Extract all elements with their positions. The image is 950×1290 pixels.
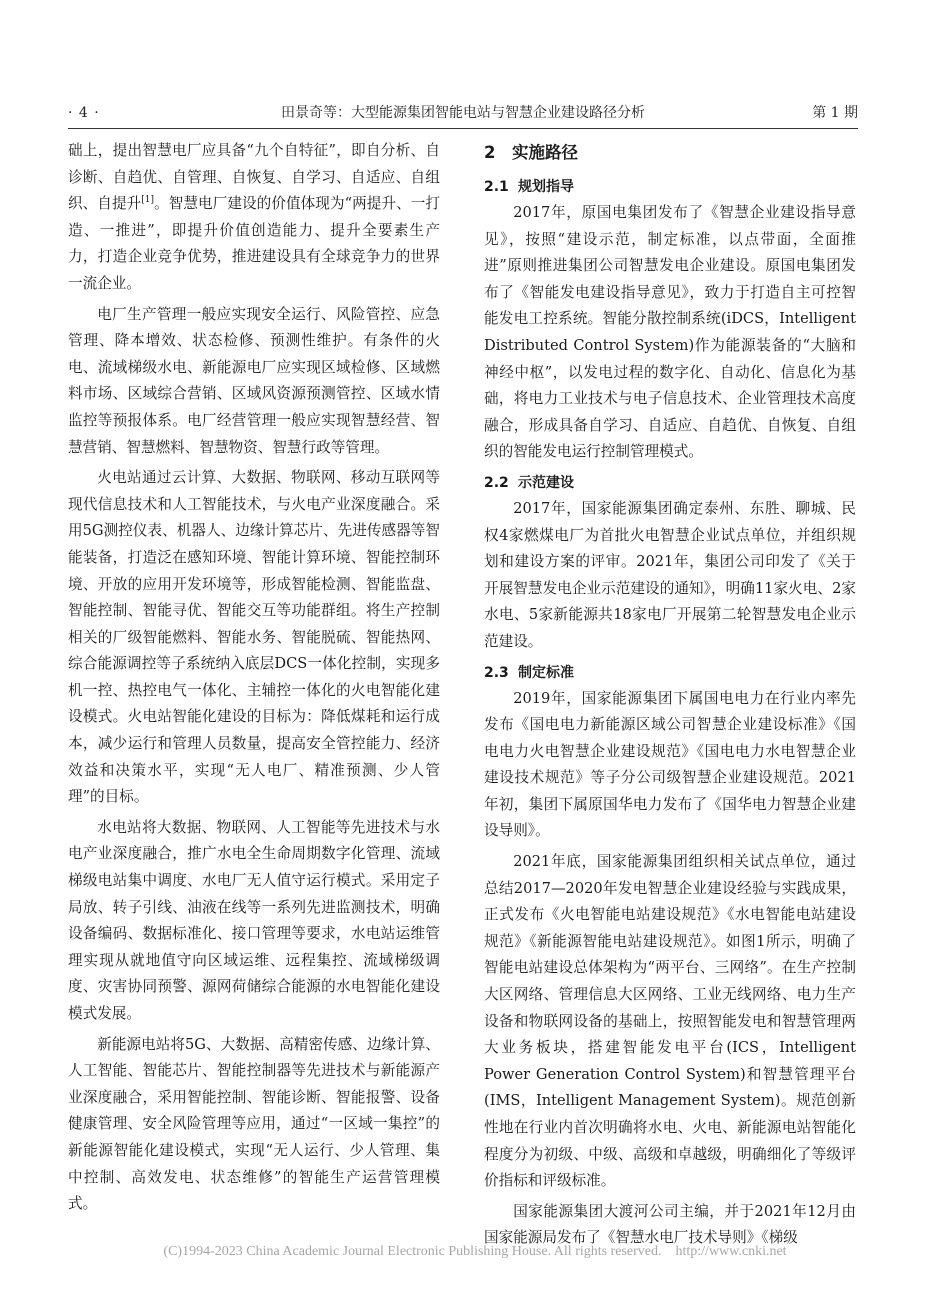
paragraph-text: 础上，提出智慧电厂应具备“九个自特征”，即自分析、自诊断、自趋优、自管理、自恢复、自学习、自适应、自组织、自提升 [68, 142, 440, 213]
header-rule [68, 128, 858, 129]
subsection-title: 规划指导 [518, 179, 574, 195]
left-column [68, 138, 440, 1222]
paragraph: 2017年，国家能源集团确定泰州、东胜、聊城、民权4家燃煤电厂为首批火电智慧企业试点单位，并组织规划和建设方案的评审。2021年，集团公司印发了《关于开展智慧发电企业示范建设的通知》，明确11家火电、2家水电、5家新能源共18家电厂开展第二轮智慧发电企业示范建设。 [484, 499, 856, 650]
paragraph: 水电站将大数据、物联网、人工智能等先进技术与水电产业深度融合，推广水电全生命周期数字化管理、流域梯级电站集中调度、水电厂无人值守运行模式。采用定子局放、转子引线、油液在线等一系列先进监测技术，明确设备编码、数据标准化、接口管理等要求，水电站运维管理实现从就地值守向区域运维、远程集控、流域梯级调度、灾害协同预警、源网荷储综合能源的水电智能化建设模式发展。 [68, 818, 440, 1022]
section-heading: 2 实施路径 [484, 143, 578, 162]
paragraph: 火电站通过云计算、大数据、物联网、移动互联网等现代信息技术和人工智能技术，与火电产业深度融合。采用5G测控仪表、机器人、边缘计算芯片、先进传感器等智能装备，打造泛在感知环境、智能计算环境、智能控制环境、开放的应用开发环境等，形成智能检测、智能监盘、智能控制、智能寻优、智能交互等功能群组。将生产控制相关的厂级智能燃料、智能水务、智能脱硫、智能热网、综合能源调控等子系统纳入底层DCS一体化控制，实现多机一控、热控电气一体化、主辅控一体化的火电智能化建设模式。火电站智能化建设的目标为：降低煤耗和运行成本，减少运行和管理人员数量，提高安全管控能力、经济效益和决策水平，实现“无人电厂、精准预测、少人管理”的目标。 [68, 469, 440, 806]
issue-label: 第 1 期 [812, 105, 858, 121]
paragraph: 国家能源集团大渡河公司主编，并于2021年12月由国家能源局发布了《智慧水电厂技术导则》《梯级 [484, 1202, 856, 1247]
running-header [68, 100, 858, 126]
subsection-number: 2.2 [484, 474, 509, 491]
running-title: 田景奇等：大型能源集团智能电站与智慧企业建设路径分析 [281, 105, 645, 121]
subsection-heading [484, 174, 856, 200]
subsection-heading [484, 660, 856, 686]
paragraph: 电厂生产管理一般应实现安全运行、风险管控、应急管理、降本增效、状态检修、预测性维护。有条件的火电、流域梯级水电、新能源电厂应实现区域检修、区域燃料市场、区域综合营销、区域风资源预测管控、区域水情监控等预报体系。电厂经营管理一般应实现智慧经营、智慧营销、智慧燃料、智慧物资、智慧行政等管理。 [68, 305, 440, 456]
subsection-number: 2.3 [484, 664, 509, 681]
subsection-title: 制定标准 [518, 664, 574, 681]
paragraph: 2021年底，国家能源集团组织相关试点单位，通过总结2017—2020年发电智慧企业建设经验与实践成果，正式发布《火电智能电站建设规范》《水电智能电站建设规范》《新能源智能电站建设规范》。如图1所示，明确了智能电站建设总体架构为“两平台、三网络”。在生产控制大区网络、管理信息大区网络、工业无线网络、电力生产设备和物联网设备的基础上，按照智能发电和智慧管理两大业务板块，搭建智能发电平台(ICS，Intelligent Power Generation Control System)和智慧管理平台(IMS，Intelligent Management System)。规范创新性地在行业内首次明确将水电、火电、新能源电站智能化程度分为初级、中级、高级和卓越级，明确细化了等级评价指标和评级标准。 [484, 853, 856, 1190]
paragraph: 新能源电站将5G、大数据、高精密传感、边缘计算、人工智能、智能芯片、智能控制器等先进技术与新能源产业深度融合，采用智能控制、智能诊断、智能报警、设备健康管理、安全风险管理等应用，通过“一区域一集控”的新能源智能化建设模式，实现“无人运行、少人管理、集中控制、高效发电、状态维修”的智能生产运营管理模式。 [68, 1035, 440, 1213]
page-number: · 4 · [68, 105, 100, 121]
copyright-footer: (C)1994-2023 China Academic Journal Electronic Publishing House. All rights reserved. http://www.cnki.net [163, 1244, 787, 1259]
right-column [484, 138, 856, 1256]
subsection-title: 示范建设 [518, 474, 574, 491]
paragraph: 2019年，国家能源集团下属国电电力在行业内率先发布《国电电力新能源区域公司智慧企业建设标准》《国电电力火电智慧企业建设规范》《国电电力水电智慧企业建设技术规范》等子分公司级智慧企业建设规范。2021年初，集团下属原国华电力发布了《国华电力智慧企业建设导则》。 [484, 689, 856, 840]
subsection-number: 2.1 [484, 179, 509, 195]
citation-marker[interactable]: [1] [141, 195, 155, 206]
paragraph: 2017年，原国电集团发布了《智慧企业建设指导意见》，按照“建设示范，制定标准，以点带面，全面推进”原则推进集团公司智慧发电企业建设。原国电集团发布了《智能发电建设指导意见》，致力于打造自主可控智能发电工控系统。智能分散控制系统(iDCS，Intelligent Distributed Control System)作为能源装备的“大脑和神经中枢”，以发电过程的数字化、自动化、信息化为基础，将电力工业技术与电子信息技术、企业管理技术高度融合，形成具备自学习、自适应、自趋优、自恢复、自组织的智能发电运行控制管理模式。 [484, 204, 856, 461]
paragraph [68, 138, 440, 298]
paragraph-text: 。智慧电厂建设的价值体现为“两提升、一打造、一推进”，即提升价值创造能力、提升全要素生产力，打造企业竞争优势，推进建设具有全球竞争力的世界一流企业。 [68, 195, 440, 292]
subsection-heading [484, 470, 856, 496]
